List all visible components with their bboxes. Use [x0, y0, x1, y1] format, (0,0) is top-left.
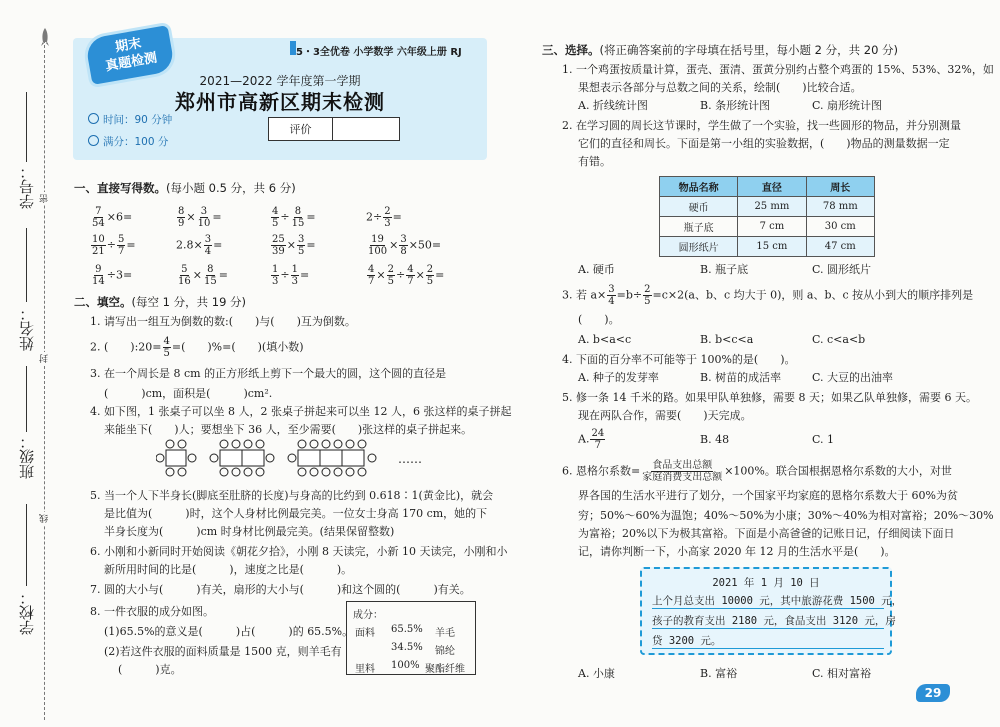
calc-item: $\frac{8}{9}$ × $\frac{3}{10}$ = [178, 206, 222, 229]
choice-q1-a[interactable]: A. 折线统计图 [578, 99, 648, 112]
diary-date: 2021 年 1 月 10 日 [712, 577, 820, 589]
fill-q2: 2. ( ):20= $\frac{4}{5}$ =( )%=( )(填小数) [90, 336, 304, 359]
calc-item: $\frac{4}{7}$ × $\frac{2}{5}$ ÷ $\frac{4}{7}$ × $\frac{2}{5}$ = [368, 264, 445, 287]
diary-line2: 孩子的教育支出 2180 元，食品支出 3120 元，房 [652, 615, 896, 627]
three-tables [288, 440, 376, 476]
binding-strip [0, 0, 60, 727]
choice-q6-line5: 记，请你判断一下，小高家 2020 年 12 月的生活水平是( )。 [578, 545, 896, 558]
comp-r2c: 锦纶 [435, 646, 455, 657]
choice-q5-line2: 现在两队合作，需要( )天完成。 [578, 409, 752, 422]
choice-q4: 4. 下面的百分率不可能等于 100%的是( )。 [562, 353, 796, 366]
fill-q6-line1: 6. 小刚和小新同时开始阅读《朝花夕拾》，小刚 8 天读完，小新 10 天读完，小刚和小 [90, 545, 508, 558]
name-field: 姓名： [17, 306, 36, 351]
choice-q6-c[interactable]: C. 相对富裕 [812, 667, 872, 680]
calc-item: $\frac{25}{39}$ × $\frac{3}{5}$ = [272, 234, 316, 257]
diary-line1: 上个月总支出 10000 元，其中旅游花费 1500 元， [652, 595, 903, 607]
badge-line2: 真题检测 [104, 50, 159, 75]
choice-q2-line2: 它们的直径和周长。下面是第一小组的实验数据，( )物品的测量数据一定 [578, 137, 950, 150]
table-header-cell: 周长 [806, 177, 874, 197]
name-underline[interactable] [26, 228, 27, 302]
choice-q5-b[interactable]: B. 48 [700, 433, 730, 446]
comp-r3a: 里料 [355, 664, 375, 675]
table-cell: 7 cm [738, 217, 806, 237]
evaluation-input[interactable] [333, 118, 399, 140]
composition-label [346, 601, 476, 675]
choice-q6-line3: 穷；50%～60%为温饱；40%～50%为小康；30%～40%为相对富裕；20%～30% [578, 509, 994, 522]
section2-title: 二、填空。(每空 1 分，共 19 分) [74, 295, 247, 309]
table-cell: 瓶子底 [660, 217, 738, 237]
table-row [660, 237, 875, 257]
choice-q1-b[interactable]: B. 条形统计图 [700, 99, 771, 112]
class-underline[interactable] [26, 366, 27, 432]
fill-q5-line1: 5. 当一个人下半身长(脚底至肚脐的长度)与身高的比约到 0.618∶1(黄金比)，就会 [90, 489, 494, 502]
table-row [660, 197, 875, 217]
choice-q2-line1: 2. 在学习圆的周长这节课时，学生做了一个实验，找一些圆形的物品，并分别测量 [562, 119, 961, 132]
seal-mark-feng: 封 [40, 354, 50, 363]
choice-q3-line2: ( )。 [578, 313, 620, 326]
calc-item: $\frac{5}{16}$ × $\frac{8}{15}$ = [178, 264, 228, 287]
choice-q4-c[interactable]: C. 大豆的出油率 [812, 371, 894, 384]
calc-item: $\frac{4}{5}$ ÷ $\frac{8}{15}$ = [272, 206, 316, 229]
ellipsis: …… [398, 452, 422, 466]
calc-item: $\frac{9}{14}$ ÷3= [92, 264, 133, 287]
two-tables [210, 440, 274, 476]
fill-q5-line3: 半身长度为( )cm 时身材比例最完美。(结果保留整数) [104, 525, 395, 538]
choice-q1-line1: 1. 一个鸡蛋按质量计算，蛋壳、蛋清、蛋黄分别约占整个鸡蛋的 15%、53%、32%，如 [562, 63, 994, 76]
table-row [660, 217, 875, 237]
account-diary [640, 567, 903, 655]
choice-q2-c[interactable]: C. 圆形纸片 [812, 263, 872, 276]
fill-q7: 7. 圆的大小与( )有关，扇形的大小与( )和这个圆的( )有关。 [90, 583, 471, 596]
fill-q6-line2: 新所用时间的比是( )，速度之比是( )。 [104, 563, 353, 576]
fill-q8-line3: (2)若这件衣服的面料质量是 1500 克，则羊毛有 [104, 645, 342, 658]
fill-q5-line2: 是比值为( )时，这个人身材比例最完美。一位女士身高 170 cm，她的下 [104, 507, 488, 520]
choice-q2-b[interactable]: B. 瓶子底 [700, 263, 749, 276]
table-cell: 47 cm [806, 237, 874, 257]
school-field: 学校： [17, 590, 36, 635]
comp-r1a: 面料 [355, 628, 375, 639]
choice-q3-a[interactable]: A. b<a<c [578, 333, 632, 346]
table-seating-figure [156, 438, 402, 478]
calc-item: $\frac{1}{3}$ ÷ $\frac{1}{3}$ = [272, 264, 310, 287]
comp-r2b: 34.5% [391, 642, 423, 653]
choice-q3-c[interactable]: C. c<a<b [812, 333, 866, 346]
experiment-table [659, 176, 875, 257]
seal-mark-xian: 线 [40, 514, 50, 523]
school-year: 2021—2022 学年度第一学期 [199, 74, 361, 88]
table-cell: 15 cm [738, 237, 806, 257]
comp-r1c: 羊毛 [435, 628, 455, 639]
choice-q6-a[interactable]: A. 小康 [578, 667, 615, 680]
comp-r3b: 100% [391, 660, 420, 671]
fill-q4-line1: 4. 如下图，1 张桌子可以坐 8 人，2 张桌子拼起来可以坐 12 人，6 张这样的桌子拼起 [90, 405, 512, 418]
section1-title: 一、直接写得数。(每小题 0.5 分，共 6 分) [74, 181, 296, 195]
id-field: 学号： [17, 164, 36, 209]
comp-r3c: 聚酯纤维 [425, 664, 465, 675]
choice-q2-line3: 有错。 [578, 155, 611, 168]
choice-q3-line1: 3. 若 a× $\frac{3}{4}$ =b÷ $\frac{2}{5}$ =c×2(a、b、c 均大于 0)，则 a、b、c 按从小到大的顺序排列是 [562, 284, 974, 307]
choice-q5-line1: 5. 修一条 14 千米的路。如果甲队单独修，需要 8 天；如果乙队单独修，需要 6 天。 [562, 391, 977, 404]
choice-q6-line2: 界各国的生活水平进行了划分，一个国家平均家庭的恩格尔系数大于 60%为贫 [578, 489, 958, 502]
page-number: 29 [916, 684, 950, 702]
table-header-cell: 直径 [738, 177, 806, 197]
table-cell: 圆形纸片 [660, 237, 738, 257]
choice-q6-line1: 6. 恩格尔系数= $\frac{\text{食品支出总额}}{\text{家庭消费支出总额}}$ ×100%。联合国根据恩格尔系数的大小，对世 [562, 460, 952, 483]
check-circle-icon [88, 135, 99, 146]
fill-q1: 1. 请写出一组互为倒数的数:( )与( )互为倒数。 [90, 315, 356, 328]
choice-q1-line2: 果想表示各部分与总数之间的关系，绘制( )比较合适。 [578, 81, 862, 94]
choice-q5-a[interactable]: A. $\frac{24}{7}$ [578, 428, 605, 451]
diary-line3: 贷 3200 元。 [652, 633, 884, 649]
calc-item: $\frac{10}{21}$ ÷ $\frac{5}{7}$ = [92, 234, 136, 257]
choice-q6-line4: 为富裕；20%以下为极其富裕。下面是小高爸爸的记账日记，仔细阅读下面日 [578, 527, 955, 540]
table-cell: 30 cm [806, 217, 874, 237]
one-table [156, 440, 196, 476]
rocket-icon [40, 28, 50, 48]
full-score: 满分：100 分 [88, 134, 168, 149]
comp-r1b: 65.5% [391, 624, 423, 635]
fill-q3-line2: ( )cm，面积是( )cm². [104, 387, 273, 400]
time-limit: 时间：90 分钟 [88, 112, 172, 127]
choice-q1-c[interactable]: C. 扇形统计图 [812, 99, 883, 112]
seal-mark-mi: 密 [40, 194, 50, 203]
class-field: 班级： [17, 434, 36, 479]
calc-item: 2÷ $\frac{2}{3}$ = [366, 206, 402, 229]
fill-q3-line1: 3. 在一个周长是 8 cm 的正方形纸上剪下一个最大的圆，这个圆的直径是 [90, 367, 447, 380]
choice-q2-a[interactable]: A. 硬币 [578, 263, 615, 276]
choice-q4-b[interactable]: B. 树苗的成活率 [700, 371, 782, 384]
table-header-cell: 物品名称 [660, 177, 738, 197]
clock-icon [88, 113, 99, 124]
calc-item: $\frac{7}{54}$ ×6= [92, 206, 133, 229]
fill-q8-line1: 8. 一件衣服的成分如图。 [90, 605, 214, 618]
table-cell: 25 mm [738, 197, 806, 217]
choice-q5-c[interactable]: C. 1 [812, 433, 835, 446]
evaluation-label: 评价 [269, 118, 333, 140]
comp-title: 成分： [353, 610, 383, 621]
choice-q4-a[interactable]: A. 种子的发芽率 [578, 371, 659, 384]
fill-q8-line4: ( )克。 [118, 663, 182, 676]
choice-q6-b[interactable]: B. 富裕 [700, 667, 738, 680]
calc-item: 2.8× $\frac{3}{4}$ = [176, 234, 223, 257]
fill-q4-line2: 来能坐下( )人；要想坐下 36 人，至少需要( )张这样的桌子拼起来。 [104, 423, 473, 436]
series-label: 5・3全优卷 小学数学 六年级上册 RJ [296, 47, 462, 58]
calc-item: $\frac{19}{100}$ × $\frac{3}{8}$ ×50= [368, 234, 442, 257]
school-underline[interactable] [26, 504, 27, 586]
exam-title: 郑州市高新区期末检测 [175, 90, 385, 114]
section3-title: 三、选择。(将正确答案前的字母填在括号里，每小题 2 分，共 20 分) [542, 43, 899, 57]
choice-q3-b[interactable]: B. b<c<a [700, 333, 754, 346]
table-cell: 78 mm [806, 197, 874, 217]
table-cell: 硬币 [660, 197, 738, 217]
id-underline[interactable] [26, 92, 27, 162]
badge-line1: 期末 [114, 36, 143, 56]
table-header-row [660, 177, 875, 197]
fill-q8-line2: (1)65.5%的意义是( )占( )的 65.5%。 [104, 625, 354, 638]
evaluation-box [268, 117, 400, 141]
